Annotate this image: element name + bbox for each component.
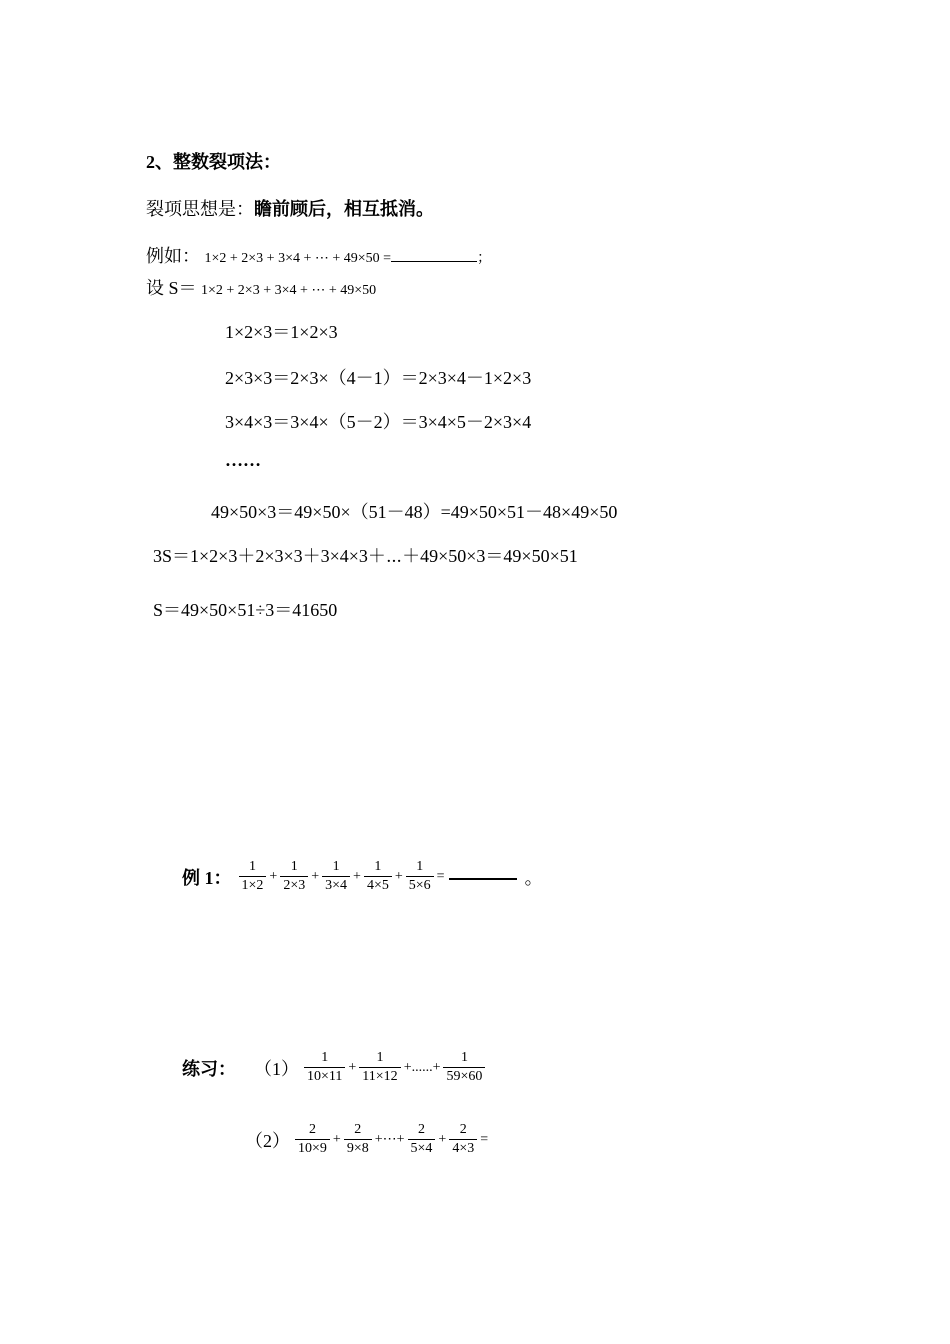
let-line [146, 274, 376, 300]
numerator: 1 [321, 1050, 329, 1065]
let-label: 设 S＝ [146, 278, 197, 298]
fraction [295, 1121, 330, 1158]
plus-sign: + [394, 868, 403, 884]
plus-sign: + [438, 1131, 447, 1147]
denominator: 10×9 [298, 1141, 327, 1156]
fraction [364, 858, 392, 895]
fraction [239, 858, 267, 895]
practice1-number: （1） [254, 1058, 299, 1079]
fraction [304, 1049, 345, 1086]
step-last: 49×50×3＝49×50×（51－48）=49×50×51－48×49×50 [211, 502, 618, 522]
plus-sign: + [311, 868, 320, 884]
idea-emphasis: 瞻前顾后，相互抵消。 [254, 199, 434, 219]
example-tail: ； [477, 251, 492, 266]
denominator: 1×2 [241, 878, 264, 893]
fraction [406, 858, 434, 895]
ellipsis-plus: +⋯+ [374, 1132, 405, 1147]
plus-sign: + [269, 868, 278, 884]
plus-sign: + [332, 1131, 341, 1147]
step-3s: 3S＝1×2×3＋2×3×3＋3×4×3＋⋯＋49×50×3＝49×50×51 [153, 546, 578, 566]
numerator: 1 [374, 859, 382, 874]
denominator: 5×4 [410, 1141, 433, 1156]
practice1-row [182, 1049, 486, 1086]
example1-row [182, 858, 543, 895]
let-expr: 1×2 + 2×3 + 3×4 + ⋯ + 49×50 [201, 283, 377, 298]
numerator: 1 [416, 859, 424, 874]
section-title: 2、整数裂项法： [146, 152, 281, 172]
numerator: 2 [354, 1122, 362, 1137]
numerator: 1 [460, 1050, 468, 1065]
denominator: 59×60 [446, 1069, 483, 1084]
example1-label: 例 1： [182, 867, 232, 888]
ellipsis-plus: +......+ [403, 1059, 441, 1075]
practice-label: 练习： [182, 1058, 236, 1079]
step-3: 3×4×3＝3×4×（5－2）＝3×4×5－2×3×4 [225, 412, 532, 432]
plus-sign: + [353, 868, 361, 884]
fraction [344, 1121, 372, 1158]
denominator: 3×4 [325, 878, 348, 893]
idea-prefix: 裂项思想是： [146, 199, 254, 219]
numerator: 1 [290, 859, 298, 874]
idea-line [146, 195, 434, 221]
example-label: 例如： [146, 246, 200, 266]
fraction [443, 1049, 485, 1086]
example-line [146, 242, 491, 268]
answer-blank [449, 878, 517, 880]
denominator: 9×8 [346, 1141, 369, 1156]
fraction [359, 1049, 400, 1086]
practice2-row [245, 1121, 490, 1158]
denominator: 2×3 [283, 878, 306, 893]
numerator: 2 [417, 1122, 425, 1137]
step-ellipsis: …… [225, 450, 261, 470]
numerator: 1 [248, 859, 256, 874]
plus-sign: + [348, 1059, 357, 1075]
denominator: 10×11 [307, 1069, 343, 1084]
answer-blank [391, 260, 477, 262]
period: 。 [524, 867, 543, 888]
denominator: 4×3 [452, 1141, 475, 1156]
step-1: 1×2×3＝1×2×3 [225, 322, 338, 342]
denominator: 5×6 [408, 878, 431, 893]
numerator: 2 [459, 1122, 467, 1137]
numerator: 1 [376, 1050, 384, 1065]
step-result: S＝49×50×51÷3＝41650 [153, 600, 338, 620]
step-2: 2×3×3＝2×3×（4－1）＝2×3×4－1×2×3 [225, 368, 532, 388]
denominator: 11×12 [362, 1069, 398, 1084]
denominator: 4×5 [366, 878, 389, 893]
fraction [280, 858, 308, 895]
numerator: 1 [332, 859, 340, 874]
fraction [322, 858, 350, 895]
fraction [449, 1121, 477, 1158]
numerator: 2 [308, 1122, 316, 1137]
example-expr: 1×2 + 2×3 + 3×4 + ⋯ + 49×50 = [204, 251, 392, 266]
practice2-number: （2） [245, 1130, 290, 1151]
equals-sign: = [480, 1131, 489, 1147]
equals-sign: = [436, 868, 445, 884]
fraction [408, 1121, 436, 1158]
